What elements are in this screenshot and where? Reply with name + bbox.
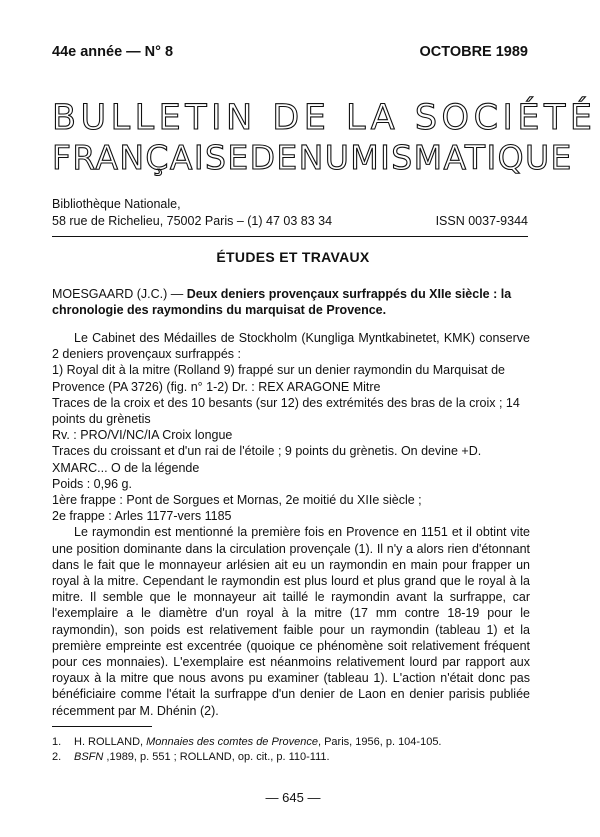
paragraph-discussion: Le raymondin est mentionné la première fois en Provence en 1151 et il obtint vite une position dominante dans la circulation provençale (1). Il n'y a alors rien d'étonnant dans le fait que le monnayeur arlésien ait eu un raymondin en main pour frapper un royal à la mitre. Cependant le raymondin est plus lourd et plus grand que le royal à la mitre. Il semble que le monnayeur ait taillé le raymondin avant la surfrappe, car l'exemplaire a le diamètre d'un royal à la mitre (17 mm contre 18-19 pour le raymondin), son poids est relativement faible pour un raymondin (tableau 1) et la première empreinte est excentrée (quoique ce phénomène soit relativement fréquent pour ces monnaies). L'exemplaire est néanmoins relativement lourd par rapport aux royaux à la mitre que nous avons pu examiner (tableau 1). L'action n'était donc pas bénéficiaire comme l'était la surfrappe d'un denier de Laon en denier parisis publiée récemment par M. Dhénin (2). xyxy=(52,525,530,718)
issn: ISSN 0037-9344 xyxy=(435,214,528,228)
journal-title-line2: FRANÇAISEDENUMISMATIQUE xyxy=(52,138,573,177)
address-line1: Bibliothèque Nationale, xyxy=(52,197,181,211)
section-heading: ÉTUDES ET TRAVAUX xyxy=(216,249,370,265)
article-heading xyxy=(52,286,530,318)
coin-description-line: Traces de la croix et des 10 besants (sur 12) des extrémités des bras de la croix ; 14 points du grènetis xyxy=(52,395,520,427)
page-number: — 645 — xyxy=(265,790,321,805)
footnote-number: 1. xyxy=(52,736,62,748)
article-title: Deux deniers provençaux surfrappés du XIIe siècle : la chronologie des raymondins du marquisat de Provence. xyxy=(52,287,512,317)
paragraph-intro: Le Cabinet des Médailles de Stockholm (Kungliga Myntkabinetet, KMK) conserve 2 deniers provençaux surfrappés : xyxy=(52,331,530,362)
footnote-text: ,1989, p. 551 ; ROLLAND, op. cit., p. 110-111. xyxy=(103,751,330,763)
coin-description-line: Traces du croissant et d'un rai de l'étoile ; 9 points du grènetis. On devine +D. XMARC... O de la légende xyxy=(52,444,482,475)
article-body xyxy=(52,330,530,719)
footnote-italic: Monnaies des comtes de Provence xyxy=(146,736,318,748)
footnote-text: , Paris, 1956, p. 104-105. xyxy=(317,736,442,748)
header-divider xyxy=(52,236,528,237)
publisher-address xyxy=(52,196,528,230)
footnote xyxy=(52,735,530,750)
coin-description-line: Poids : 0,96 g. xyxy=(52,476,132,491)
footnotes xyxy=(52,735,530,765)
article-author: MOESGAARD (J.C.) — xyxy=(52,287,187,301)
footnote-number: 2. xyxy=(52,751,62,763)
footnote-divider xyxy=(52,726,152,727)
issue-number: 44e année — N° 8 xyxy=(52,44,174,60)
address-line2: 58 rue de Richelieu, 75002 Paris – (1) 47 03 83 34 xyxy=(52,214,333,228)
footnote-text: H. ROLLAND, xyxy=(74,736,147,748)
footnote-italic: BSFN xyxy=(74,751,104,763)
issue-date: OCTOBRE 1989 xyxy=(419,44,528,60)
coin-description-line: 2e frappe : Arles 1177-vers 1185 xyxy=(52,509,232,524)
coin-description-line: Rv. : PRO/VI/NC/IA Croix longue xyxy=(52,428,233,443)
coin-description-line: 1) Royal dit à la mitre (Rolland 9) frappé sur un denier raymondin du Marquisat de Provence (PA 3726) (fig. n° 1-2) Dr. : REX ARAGONE Mitre xyxy=(52,363,506,394)
footnote xyxy=(52,750,530,765)
journal-title-line1: BULLETIN DE LA SOCIÉTÉ xyxy=(52,98,597,138)
coin-description-line: 1ère frappe : Pont de Sorgues et Mornas, 2e moitié du XIIe siècle ; xyxy=(52,493,422,508)
